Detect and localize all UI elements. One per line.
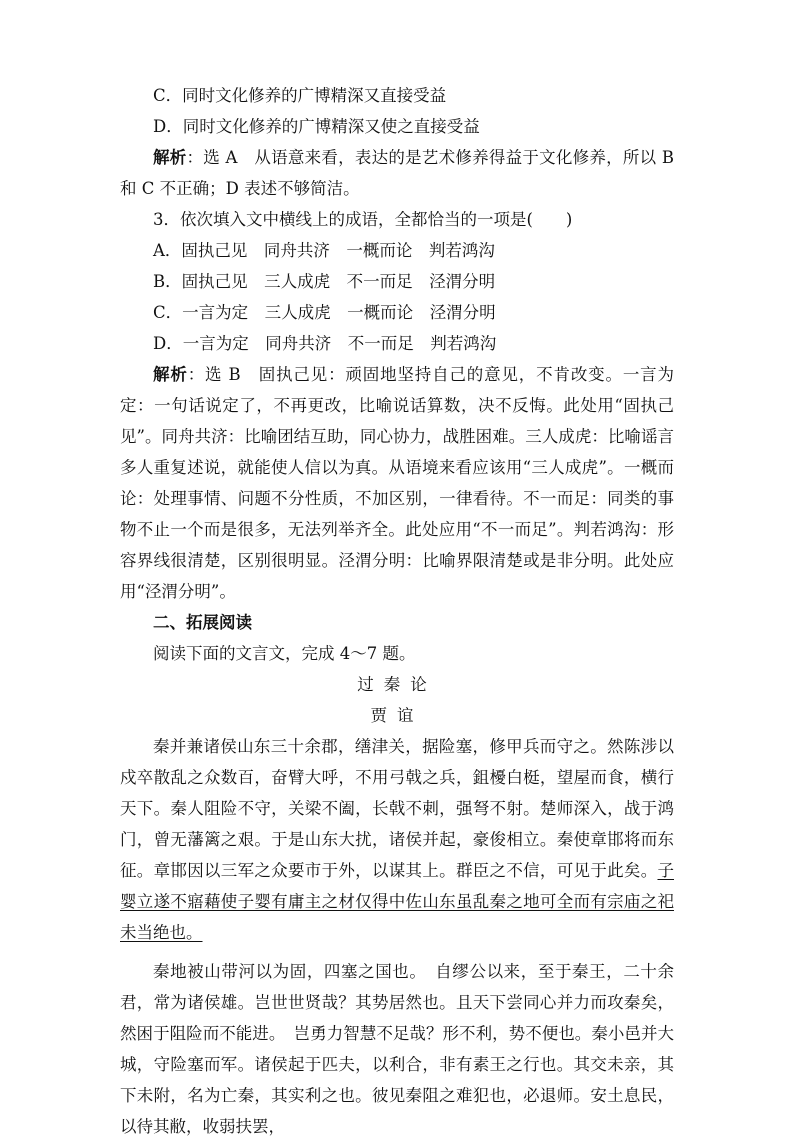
analysis-text: ：选 A 从语意来看，表达的是艺术修养得益于文化修养，所以 B 和 C 不正确；D 表述不够简洁。 [120, 148, 675, 198]
q3-option-b: B．固执己见 三人成虎 不一而足 泾渭分明 [153, 272, 496, 291]
q3-analysis [120, 359, 674, 607]
essay-title: 过秦论 [357, 675, 437, 694]
underlined-passage: 子婴立遂不寤藉使子婴有庸主之材仅得中佐山东虽乱秦之地可全而有宗庙之祀未当绝也。 [120, 861, 674, 942]
paragraph-text: 秦并兼诸侯山东三十余郡，缮津关，据险塞，修甲兵而守之。然陈涉以戍卒散乱之众数百，奋臂大呼，不用弓戟之兵，鉏櫌白梃，望屋而食，横行天下。秦人阻险不守，关梁不阖，长戟不刺，强弩不射。楚师深入，战于鸿门，曾无藩篱之艰。于是山东大扰，诸侯并起，豪俊相立。秦使章邯将而东征。章邯因以三军之众要市于外，以谋其上。群臣之不信，可见于此矣。 [120, 737, 674, 880]
q2-option-c: C．同时文化修养的广博精深又直接受益 [153, 86, 447, 105]
analysis-text: ：选 B 固执己见：顽固地坚持自己的意见，不肯改变。一言为定：一句话说定了，不再更改，比喻说话算数，决不反悔。此处用“固执己见”。同舟共济：比喻团结互助，同心协力，战胜困难。三人成虎：比喻谣言多人重复述说，就能使人信以为真。从语境来看应该用“三人成虎”。一概而论：处理事情、问题不分性质，不加区别，一律看待。不一而足：同类的事物不止一个而是很多，无法列举齐全。此处应用“不一而足”。判若鸿沟：形容界线很清楚，区别很明显。泾渭分明：比喻界限清楚或是非分明。此处应用“泾渭分明”。 [120, 365, 675, 601]
q2-analysis [120, 142, 674, 204]
essay-paragraph-2: 秦地被山带河以为固，四塞之国也。 自缪公以来，至于秦王，二十余君，常为诸侯雄。岂世世贤哉？其势居然也。且天下尝同心并力而攻秦矣，然困于阻险而不能进。 岂勇力智慧不足哉？形不利，势不便也。秦小邑并大城，守险塞而军。诸侯起于匹夫，以利合，非有素王之行也。其交未亲，其下未附，名为亡秦，其实利之也。彼见秦阻之难犯也，必退师。安土息民，以待其敝，收弱扶罢， [120, 962, 674, 1136]
q3-option-c: C．一言为定 三人成虎 一概而论 泾渭分明 [153, 303, 496, 322]
essay-author: 贾谊 [370, 706, 424, 725]
q3-stem: 3．依次填入文中横线上的成语，全都恰当的一项是( ) [153, 210, 573, 229]
q3-option-d: D．一言为定 同舟共济 不一而足 判若鸿沟 [153, 334, 497, 353]
section-title: 二、拓展阅读 [153, 613, 252, 632]
q2-option-d: D．同时文化修养的广博精深又使之直接受益 [153, 117, 480, 136]
essay-paragraph-1 [120, 731, 674, 948]
analysis-label: 解析 [153, 365, 188, 384]
section-instruction: 阅读下面的文言文，完成 4～7 题。 [153, 644, 416, 663]
q3-option-a: A．固执己见 同舟共济 一概而论 判若鸿沟 [153, 241, 495, 260]
analysis-label: 解析 [153, 148, 187, 167]
